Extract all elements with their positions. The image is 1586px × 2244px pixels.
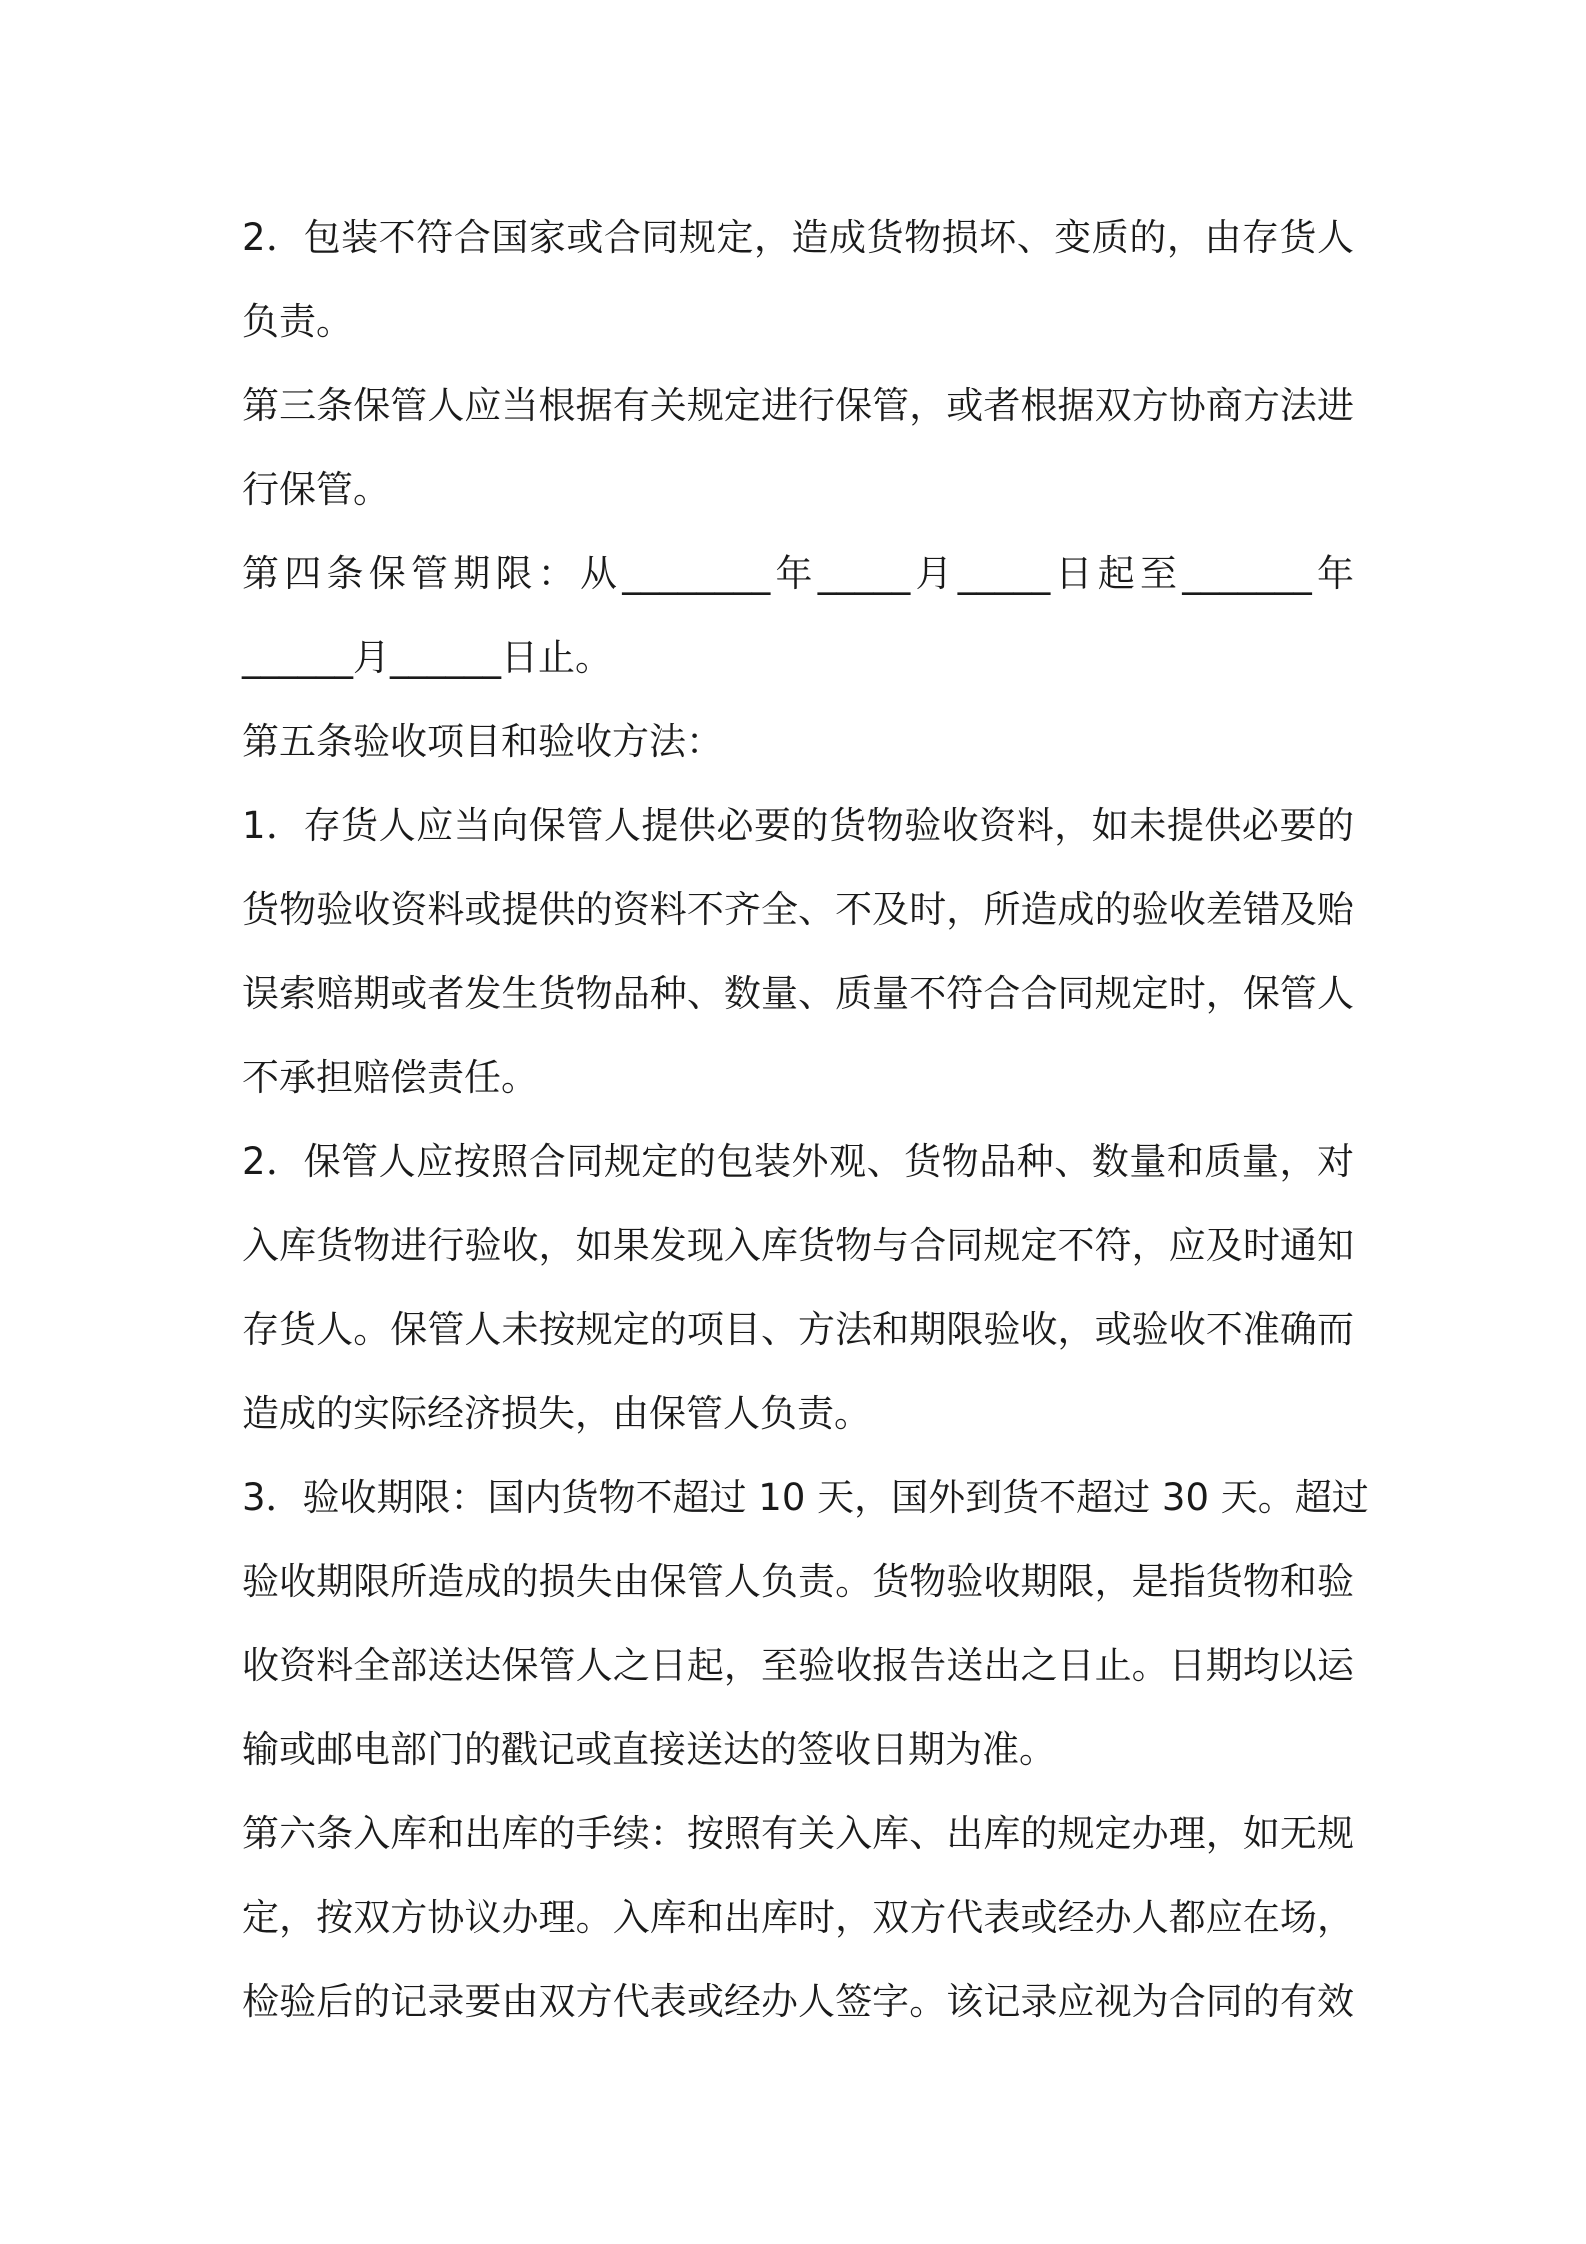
text-line: 第五条验收项目和验收方法： bbox=[242, 720, 723, 763]
document-body bbox=[242, 196, 1369, 2044]
text-line: 不承担赔偿责任。 bbox=[242, 1056, 538, 1099]
text-line: 入库货物进行验收，如果发现入库货物与合同规定不符，应及时通知 bbox=[242, 1224, 1354, 1267]
paragraph-inspection-procedure bbox=[242, 1120, 1354, 1456]
paragraph-article-5-heading bbox=[242, 700, 1354, 784]
paragraph-packaging-liability bbox=[242, 196, 1354, 364]
text-line: 造成的实际经济损失，由保管人负责。 bbox=[242, 1392, 871, 1435]
paragraph-article-4-storage-period bbox=[242, 532, 1354, 700]
paragraph-article-6-warehousing bbox=[242, 1792, 1354, 2044]
text-line: 1．存货人应当向保管人提供必要的货物验收资料，如未提供必要的 bbox=[242, 804, 1354, 847]
text-line: 误索赔期或者发生货物品种、数量、质量不符合合同规定时，保管人 bbox=[242, 972, 1354, 1015]
text-line: 存货人。保管人未按规定的项目、方法和期限验收，或验收不准确而 bbox=[242, 1308, 1354, 1351]
text-line: 2．保管人应按照合同规定的包装外观、货物品种、数量和质量，对 bbox=[242, 1140, 1354, 1183]
text-line: 验收期限所造成的损失由保管人负责。货物验收期限，是指货物和验 bbox=[242, 1560, 1354, 1603]
text-line: 收资料全部送达保管人之日起，至验收报告送出之日止。日期均以运 bbox=[242, 1644, 1354, 1687]
text-line: 检验后的记录要由双方代表或经办人签字。该记录应视为合同的有效 bbox=[242, 1980, 1354, 2023]
paragraph-inspection-deadline bbox=[242, 1456, 1369, 1792]
text-line: 行保管。 bbox=[242, 468, 390, 511]
text-line: 输或邮电部门的戳记或直接送达的签收日期为准。 bbox=[242, 1728, 1056, 1771]
text-line: 2．包装不符合国家或合同规定，造成货物损坏、变质的，由存货人 bbox=[242, 216, 1354, 259]
text-line: 定，按双方协议办理。入库和出库时，双方代表或经办人都应在场， bbox=[242, 1896, 1354, 1939]
text-line: 第四条保管期限：从________年_____月_____日起至_______年 bbox=[242, 552, 1354, 595]
text-line: 3．验收期限：国内货物不超过 10 天，国外到货不超过 30 天。超过 bbox=[242, 1476, 1369, 1519]
text-line: 负责。 bbox=[242, 300, 353, 343]
text-line: ______月______日止。 bbox=[242, 636, 612, 679]
paragraph-inspection-materials bbox=[242, 784, 1354, 1120]
text-line: 货物验收资料或提供的资料不齐全、不及时，所造成的验收差错及贻 bbox=[242, 888, 1354, 931]
text-line: 第三条保管人应当根据有关规定进行保管，或者根据双方协商方法进 bbox=[242, 384, 1354, 427]
paragraph-article-3 bbox=[242, 364, 1354, 532]
text-line: 第六条入库和出库的手续：按照有关入库、出库的规定办理，如无规 bbox=[242, 1812, 1354, 1855]
